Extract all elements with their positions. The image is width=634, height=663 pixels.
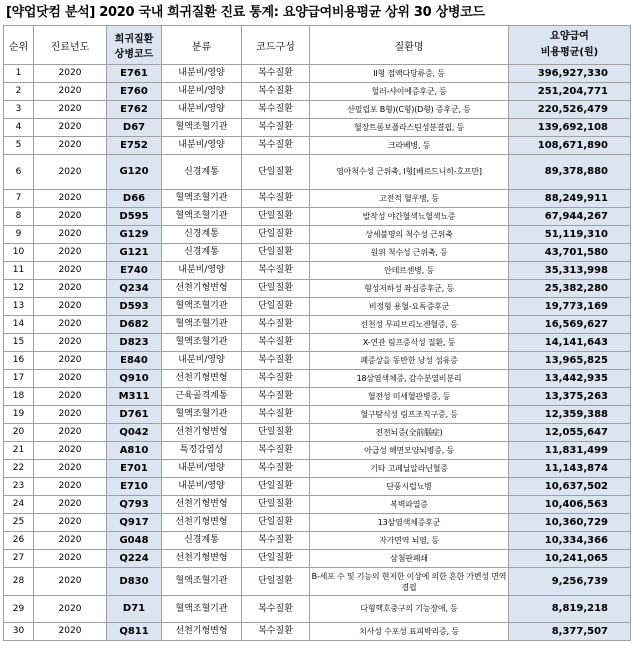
cell-cost: 10,241,065 bbox=[509, 550, 631, 568]
cell-year: 2020 bbox=[34, 370, 107, 388]
rare-disease-table bbox=[3, 25, 631, 641]
cell-code: D595 bbox=[107, 208, 162, 226]
cell-year: 2020 bbox=[34, 334, 107, 352]
cell-disease: 크라베병, 등 bbox=[310, 137, 509, 155]
cell-composition: 단일질환 bbox=[242, 514, 310, 532]
cell-cost: 12,359,388 bbox=[509, 406, 631, 424]
cell-cost: 108,671,890 bbox=[509, 137, 631, 155]
cell-rank: 11 bbox=[4, 262, 34, 280]
cell-disease: X-연관 림프증식성 질환, 등 bbox=[310, 334, 509, 352]
cell-cost: 67,944,267 bbox=[509, 208, 631, 226]
cell-cost: 88,249,911 bbox=[509, 190, 631, 208]
cell-code: E840 bbox=[107, 352, 162, 370]
cell-composition: 복수질환 bbox=[242, 532, 310, 550]
cell-code: E761 bbox=[107, 65, 162, 83]
cell-cost: 25,382,280 bbox=[509, 280, 631, 298]
cell-cost: 89,378,880 bbox=[509, 155, 631, 190]
cell-composition: 복수질환 bbox=[242, 190, 310, 208]
cell-disease: 혈전성 미세혈관병증, 등 bbox=[310, 388, 509, 406]
cell-cost: 13,965,825 bbox=[509, 352, 631, 370]
cell-composition: 단일질환 bbox=[242, 298, 310, 316]
cell-cost: 35,313,998 bbox=[509, 262, 631, 280]
cell-category: 내분비/영양 bbox=[162, 65, 242, 83]
table-row bbox=[4, 532, 631, 550]
cell-disease: 삼첨판폐쇄 bbox=[310, 550, 509, 568]
cell-code: E710 bbox=[107, 478, 162, 496]
cell-year: 2020 bbox=[34, 406, 107, 424]
header-code bbox=[107, 26, 162, 65]
cell-year: 2020 bbox=[34, 226, 107, 244]
table-row bbox=[4, 623, 631, 641]
cell-disease: II형 점액다당류증, 등 bbox=[310, 65, 509, 83]
cell-category: 신경계통 bbox=[162, 226, 242, 244]
table-row bbox=[4, 262, 631, 280]
cell-composition: 복수질환 bbox=[242, 334, 310, 352]
cell-code: A810 bbox=[107, 442, 162, 460]
cell-year: 2020 bbox=[34, 623, 107, 641]
cell-composition: 복수질환 bbox=[242, 596, 310, 623]
cell-code: E701 bbox=[107, 460, 162, 478]
cell-composition: 복수질환 bbox=[242, 137, 310, 155]
header-code-line1: 희귀질환 bbox=[114, 34, 154, 45]
cell-code: Q234 bbox=[107, 280, 162, 298]
cell-disease: 산필립포 B형)(C형)(D형) 증후군, 등 bbox=[310, 101, 509, 119]
cell-year: 2020 bbox=[34, 514, 107, 532]
cell-rank: 25 bbox=[4, 514, 34, 532]
cell-year: 2020 bbox=[34, 119, 107, 137]
cell-rank: 1 bbox=[4, 65, 34, 83]
cell-category: 신경계통 bbox=[162, 155, 242, 190]
cell-code: Q910 bbox=[107, 370, 162, 388]
table-row bbox=[4, 460, 631, 478]
cell-category: 선천기형변형 bbox=[162, 370, 242, 388]
cell-rank: 21 bbox=[4, 442, 34, 460]
cell-code: G129 bbox=[107, 226, 162, 244]
cell-cost: 8,377,507 bbox=[509, 623, 631, 641]
cell-composition: 단일질환 bbox=[242, 550, 310, 568]
cell-cost: 14,141,643 bbox=[509, 334, 631, 352]
cell-disease: 18삼염색체증, 감수분열비분리 bbox=[310, 370, 509, 388]
cell-rank: 28 bbox=[4, 568, 34, 596]
cell-disease: 혈장트롬보플라스틴성분결핍, 등 bbox=[310, 119, 509, 137]
cell-code: M311 bbox=[107, 388, 162, 406]
cell-code: Q224 bbox=[107, 550, 162, 568]
cell-cost: 51,119,310 bbox=[509, 226, 631, 244]
cell-disease: 형성저하성 좌심증후군, 등 bbox=[310, 280, 509, 298]
cell-composition: 단일질환 bbox=[242, 226, 310, 244]
cell-composition: 단일질환 bbox=[242, 496, 310, 514]
cell-category: 선천기형변형 bbox=[162, 280, 242, 298]
cell-disease: 발작성 야간혈색뇨혈색뇨증 bbox=[310, 208, 509, 226]
cell-year: 2020 bbox=[34, 478, 107, 496]
cell-disease: 치사성 수포성 표피박리증, 등 bbox=[310, 623, 509, 641]
cell-cost: 9,256,739 bbox=[509, 568, 631, 596]
cell-category: 혈액조혈기관 bbox=[162, 298, 242, 316]
table-body bbox=[4, 65, 631, 641]
cell-code: D682 bbox=[107, 316, 162, 334]
cell-disease: 아급성 해면모양뇌병증, 등 bbox=[310, 442, 509, 460]
table-row bbox=[4, 137, 631, 155]
cell-disease: B-세포 수 및 기능의 현저한 이상에 의한 흔한 가변성 면역결핍 bbox=[310, 568, 509, 596]
header-cost bbox=[509, 26, 631, 65]
cell-disease: 폐증상을 동반한 낭성 섬유증 bbox=[310, 352, 509, 370]
cell-code: Q042 bbox=[107, 424, 162, 442]
cell-cost: 396,927,330 bbox=[509, 65, 631, 83]
cell-year: 2020 bbox=[34, 244, 107, 262]
cell-cost: 139,692,108 bbox=[509, 119, 631, 137]
cell-cost: 8,819,218 bbox=[509, 596, 631, 623]
cell-category: 선천기형변형 bbox=[162, 496, 242, 514]
cell-cost: 11,831,499 bbox=[509, 442, 631, 460]
cell-category: 선천기형변형 bbox=[162, 514, 242, 532]
cell-rank: 2 bbox=[4, 83, 34, 101]
cell-rank: 23 bbox=[4, 478, 34, 496]
cell-composition: 복수질환 bbox=[242, 623, 310, 641]
cell-code: G121 bbox=[107, 244, 162, 262]
cell-composition: 복수질환 bbox=[242, 406, 310, 424]
cell-rank: 5 bbox=[4, 137, 34, 155]
cell-category: 혈액조혈기관 bbox=[162, 406, 242, 424]
cell-cost: 19,773,169 bbox=[509, 298, 631, 316]
table-row bbox=[4, 550, 631, 568]
cell-cost: 43,701,580 bbox=[509, 244, 631, 262]
header-category: 분류 bbox=[162, 26, 242, 65]
cell-category: 선천기형변형 bbox=[162, 550, 242, 568]
header-cost-line2: 비용평균(원) bbox=[540, 47, 599, 58]
cell-code: D66 bbox=[107, 190, 162, 208]
cell-category: 내분비/영양 bbox=[162, 83, 242, 101]
cell-year: 2020 bbox=[34, 208, 107, 226]
table-row bbox=[4, 352, 631, 370]
cell-category: 혈액조혈기관 bbox=[162, 596, 242, 623]
cell-cost: 13,375,263 bbox=[509, 388, 631, 406]
cell-composition: 복수질환 bbox=[242, 101, 310, 119]
cell-code: D593 bbox=[107, 298, 162, 316]
cell-composition: 복수질환 bbox=[242, 352, 310, 370]
cell-composition: 복수질환 bbox=[242, 460, 310, 478]
cell-disease: 상세불명의 척수성 근위축 bbox=[310, 226, 509, 244]
cell-code: D823 bbox=[107, 334, 162, 352]
cell-composition: 단일질환 bbox=[242, 478, 310, 496]
table-row bbox=[4, 65, 631, 83]
cell-year: 2020 bbox=[34, 101, 107, 119]
header-code-line2: 상병코드 bbox=[114, 49, 154, 60]
cell-cost: 12,055,647 bbox=[509, 424, 631, 442]
cell-disease: 비정형 용혈-요독증후군 bbox=[310, 298, 509, 316]
cell-year: 2020 bbox=[34, 442, 107, 460]
cell-cost: 220,526,479 bbox=[509, 101, 631, 119]
cell-composition: 복수질환 bbox=[242, 262, 310, 280]
cell-category: 신경계통 bbox=[162, 244, 242, 262]
cell-disease: 혈구탐식성 림프조직구증, 등 bbox=[310, 406, 509, 424]
cell-disease: 다형핵호중구의 기능장애, 등 bbox=[310, 596, 509, 623]
table-row bbox=[4, 208, 631, 226]
cell-code: E760 bbox=[107, 83, 162, 101]
cell-cost: 251,204,771 bbox=[509, 83, 631, 101]
cell-year: 2020 bbox=[34, 190, 107, 208]
table-row bbox=[4, 155, 631, 190]
cell-rank: 18 bbox=[4, 388, 34, 406]
cell-year: 2020 bbox=[34, 155, 107, 190]
cell-cost: 10,637,502 bbox=[509, 478, 631, 496]
cell-disease: 헐러-샤이에증후군, 등 bbox=[310, 83, 509, 101]
cell-category: 혈액조혈기관 bbox=[162, 568, 242, 596]
cell-composition: 복수질환 bbox=[242, 388, 310, 406]
cell-code: D71 bbox=[107, 596, 162, 623]
cell-rank: 29 bbox=[4, 596, 34, 623]
table-row bbox=[4, 119, 631, 137]
cell-rank: 3 bbox=[4, 101, 34, 119]
cell-year: 2020 bbox=[34, 496, 107, 514]
cell-composition: 단일질환 bbox=[242, 568, 310, 596]
cell-rank: 17 bbox=[4, 370, 34, 388]
cell-composition: 복수질환 bbox=[242, 65, 310, 83]
cell-cost: 10,334,366 bbox=[509, 532, 631, 550]
cell-disease: 복벽파열증 bbox=[310, 496, 509, 514]
table-row bbox=[4, 596, 631, 623]
cell-year: 2020 bbox=[34, 532, 107, 550]
cell-rank: 10 bbox=[4, 244, 34, 262]
cell-code: E752 bbox=[107, 137, 162, 155]
cell-year: 2020 bbox=[34, 550, 107, 568]
cell-composition: 복수질환 bbox=[242, 316, 310, 334]
header-composition: 코드구성 bbox=[242, 26, 310, 65]
cell-rank: 7 bbox=[4, 190, 34, 208]
table-row bbox=[4, 406, 631, 424]
cell-code: D67 bbox=[107, 119, 162, 137]
cell-rank: 22 bbox=[4, 460, 34, 478]
cell-rank: 6 bbox=[4, 155, 34, 190]
cell-year: 2020 bbox=[34, 388, 107, 406]
cell-composition: 단일질환 bbox=[242, 155, 310, 190]
cell-rank: 24 bbox=[4, 496, 34, 514]
table-row bbox=[4, 424, 631, 442]
cell-disease: 영아척수성 근위축, I형[베르드니히-호프만] bbox=[310, 155, 509, 190]
cell-category: 혈액조혈기관 bbox=[162, 334, 242, 352]
cell-code: G120 bbox=[107, 155, 162, 190]
cell-code: E740 bbox=[107, 262, 162, 280]
header-row bbox=[4, 26, 631, 65]
cell-category: 내분비/영양 bbox=[162, 352, 242, 370]
cell-disease: 기타 고페닐알라닌혈증 bbox=[310, 460, 509, 478]
cell-category: 혈액조혈기관 bbox=[162, 208, 242, 226]
cell-category: 내분비/영양 bbox=[162, 460, 242, 478]
cell-category: 혈액조혈기관 bbox=[162, 316, 242, 334]
cell-disease: 고전적 혈우병, 등 bbox=[310, 190, 509, 208]
cell-cost: 13,442,935 bbox=[509, 370, 631, 388]
cell-category: 내분비/영양 bbox=[162, 137, 242, 155]
table-row bbox=[4, 388, 631, 406]
cell-cost: 11,143,874 bbox=[509, 460, 631, 478]
cell-disease: 자가면역 뇌염, 등 bbox=[310, 532, 509, 550]
header-disease: 질환명 bbox=[310, 26, 509, 65]
cell-year: 2020 bbox=[34, 568, 107, 596]
table-row bbox=[4, 190, 631, 208]
cell-composition: 복수질환 bbox=[242, 442, 310, 460]
cell-rank: 14 bbox=[4, 316, 34, 334]
cell-year: 2020 bbox=[34, 316, 107, 334]
table-row bbox=[4, 370, 631, 388]
cell-rank: 19 bbox=[4, 406, 34, 424]
cell-category: 신경계통 bbox=[162, 532, 242, 550]
table-row bbox=[4, 83, 631, 101]
cell-rank: 9 bbox=[4, 226, 34, 244]
cell-disease: 원위 척수성 근위축, 등 bbox=[310, 244, 509, 262]
cell-category: 내분비/영양 bbox=[162, 262, 242, 280]
cell-year: 2020 bbox=[34, 83, 107, 101]
table-row bbox=[4, 316, 631, 334]
cell-composition: 복수질환 bbox=[242, 119, 310, 137]
cell-rank: 13 bbox=[4, 298, 34, 316]
header-cost-line1: 요양급여 bbox=[550, 31, 589, 42]
cell-disease: 단풍시럽뇨병 bbox=[310, 478, 509, 496]
cell-rank: 20 bbox=[4, 424, 34, 442]
cell-year: 2020 bbox=[34, 137, 107, 155]
cell-category: 근육골격계통 bbox=[162, 388, 242, 406]
report-title: [약업닷컴 분석] 2020 국내 희귀질환 진료 통계: 요양급여비용평균 상위 30 상병코드 bbox=[6, 5, 485, 20]
table-row bbox=[4, 568, 631, 596]
cell-rank: 16 bbox=[4, 352, 34, 370]
cell-composition: 단일질환 bbox=[242, 208, 310, 226]
cell-year: 2020 bbox=[34, 352, 107, 370]
cell-disease: 13삼염색체증후군 bbox=[310, 514, 509, 532]
table-row bbox=[4, 514, 631, 532]
cell-rank: 30 bbox=[4, 623, 34, 641]
cell-rank: 4 bbox=[4, 119, 34, 137]
table-row bbox=[4, 101, 631, 119]
table-row bbox=[4, 442, 631, 460]
cell-code: E762 bbox=[107, 101, 162, 119]
table-row bbox=[4, 244, 631, 262]
header-rank: 순위 bbox=[4, 26, 34, 65]
cell-code: Q917 bbox=[107, 514, 162, 532]
cell-code: Q811 bbox=[107, 623, 162, 641]
cell-rank: 8 bbox=[4, 208, 34, 226]
cell-composition: 복수질환 bbox=[242, 83, 310, 101]
cell-year: 2020 bbox=[34, 262, 107, 280]
cell-year: 2020 bbox=[34, 298, 107, 316]
cell-category: 혈액조혈기관 bbox=[162, 119, 242, 137]
table-row bbox=[4, 478, 631, 496]
cell-rank: 15 bbox=[4, 334, 34, 352]
cell-composition: 단일질환 bbox=[242, 280, 310, 298]
table-row bbox=[4, 496, 631, 514]
cell-composition: 단일질환 bbox=[242, 244, 310, 262]
cell-code: D830 bbox=[107, 568, 162, 596]
cell-rank: 27 bbox=[4, 550, 34, 568]
cell-year: 2020 bbox=[34, 424, 107, 442]
cell-code: D761 bbox=[107, 406, 162, 424]
table-row bbox=[4, 298, 631, 316]
cell-category: 선천기형변형 bbox=[162, 424, 242, 442]
cell-code: G048 bbox=[107, 532, 162, 550]
cell-disease: 전전뇌증(全前腦症) bbox=[310, 424, 509, 442]
cell-year: 2020 bbox=[34, 596, 107, 623]
cell-cost: 10,406,563 bbox=[509, 496, 631, 514]
cell-cost: 16,569,627 bbox=[509, 316, 631, 334]
cell-composition: 단일질환 bbox=[242, 424, 310, 442]
header-year: 진료년도 bbox=[34, 26, 107, 65]
cell-composition: 복수질환 bbox=[242, 370, 310, 388]
table-row bbox=[4, 280, 631, 298]
cell-cost: 10,360,729 bbox=[509, 514, 631, 532]
cell-category: 내분비/영양 bbox=[162, 101, 242, 119]
cell-category: 특정감염성 bbox=[162, 442, 242, 460]
cell-category: 선천기형변형 bbox=[162, 623, 242, 641]
cell-code: Q793 bbox=[107, 496, 162, 514]
cell-rank: 26 bbox=[4, 532, 34, 550]
cell-year: 2020 bbox=[34, 460, 107, 478]
cell-year: 2020 bbox=[34, 65, 107, 83]
cell-disease: 안데르센병, 등 bbox=[310, 262, 509, 280]
table-row bbox=[4, 226, 631, 244]
cell-category: 내분비/영양 bbox=[162, 478, 242, 496]
cell-disease: 선천성 무피브리노겐혈증, 등 bbox=[310, 316, 509, 334]
cell-rank: 12 bbox=[4, 280, 34, 298]
cell-category: 혈액조혈기관 bbox=[162, 190, 242, 208]
table-row bbox=[4, 334, 631, 352]
cell-year: 2020 bbox=[34, 280, 107, 298]
